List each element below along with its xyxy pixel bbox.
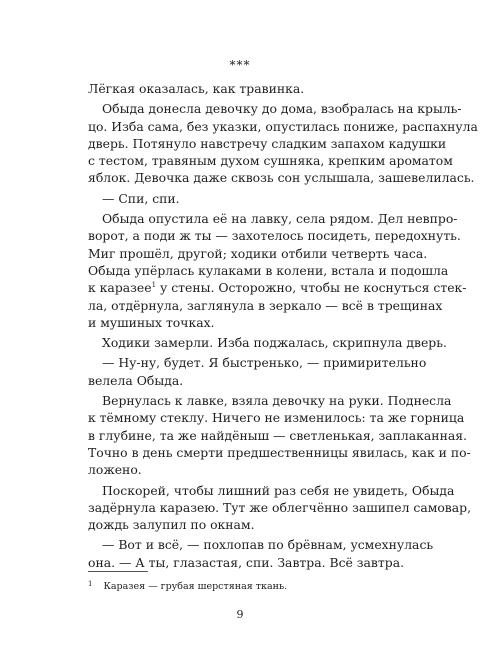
text-line: с тестом, травяным духом сушняка, крепким ароматом: [88, 153, 453, 169]
text-line: к каразее$^1$ у стены. Осторожно, чтобы не коснуться стек-: [88, 280, 467, 296]
text-line: Точно в день смерти предшественницы явилась, как и по-: [88, 444, 471, 460]
text-line: — Спи, спи.: [102, 190, 180, 206]
text-line: и мушиных точках.: [88, 314, 215, 330]
text-line: Обыда опустила её на лавку, села рядом. Дел невпро-: [102, 211, 458, 227]
text-line: Вернулась к лавке, взяла девочку на руки. Поднесла: [102, 393, 452, 409]
text-line: дверь. Потянуло навстречу сладким запахом кадушки: [88, 135, 447, 151]
text-line: яблок. Девочка даже сквозь сон услышала, зашевелилась.: [88, 170, 475, 186]
paragraph: [88, 80, 406, 97]
paragraph: [88, 210, 467, 331]
text-line: Ходики замерли. Изба поджалась, скрипнула дверь.: [102, 335, 447, 351]
section-separator: ***: [229, 58, 251, 72]
text-line: Поскорей, чтобы лишний раз себя не увидеть, Обыда: [102, 482, 455, 498]
text-line: дождь залупил по окнам.: [88, 517, 255, 533]
text-line: в глубине, та же найдёныш — светленькая, заплаканная.: [88, 427, 467, 443]
paragraph: [88, 190, 406, 207]
paragraph: [88, 392, 471, 478]
text-line: задёрнула каразею. Тут же облегчённо зашипел самовар,: [88, 499, 472, 515]
text-line: — Ну-ну, будет. Я быстренько, — примирительно: [102, 355, 427, 371]
paragraph: [88, 482, 472, 534]
text-line: — Вот и всё, — похлопав по брёвнам, усмехнулась: [102, 537, 434, 553]
footnote: [88, 580, 287, 592]
text-line: Миг прошёл, другой; ходики отбили четверть часа.: [88, 245, 428, 261]
footnote-text: Каразея — грубая шерстяная ткань.: [103, 581, 288, 592]
text-line: Обыда донесла девочку до дома, взобралась на крыль-: [102, 101, 462, 117]
paragraph: [88, 100, 478, 186]
text-line: ложено.: [88, 462, 142, 478]
text-line: она. — А ты, глазастая, спи. Завтра. Всё завтра.: [88, 554, 405, 570]
paragraph: [88, 536, 434, 571]
text-line: цо. Изба сама, без указки, опустилась пониже, распахнула: [88, 118, 478, 134]
footnote-rule: [88, 571, 148, 572]
paragraph: [88, 334, 447, 351]
text-line: Лёгкая оказалась, как травинка.: [88, 81, 305, 96]
body-text: [88, 80, 478, 571]
footnote-ref: 1: [151, 281, 157, 290]
text-line: ворот, а поди ж ты — захотелось посидеть, передохнуть.: [88, 228, 461, 244]
text-line: к тёмному стеклу. Ничего не изменилось: та же горница: [88, 410, 465, 426]
text-line: ла, отдёрнула, заглянула в зеркало — всё в трещинах: [88, 297, 443, 313]
text-line: велела Обыда.: [88, 372, 184, 388]
text-line: Обыда упёрлась кулаками в колени, встала и подошла: [88, 262, 449, 278]
page-number: 9: [236, 608, 244, 621]
paragraph: [88, 354, 427, 389]
footnote-number: 1: [88, 580, 93, 588]
